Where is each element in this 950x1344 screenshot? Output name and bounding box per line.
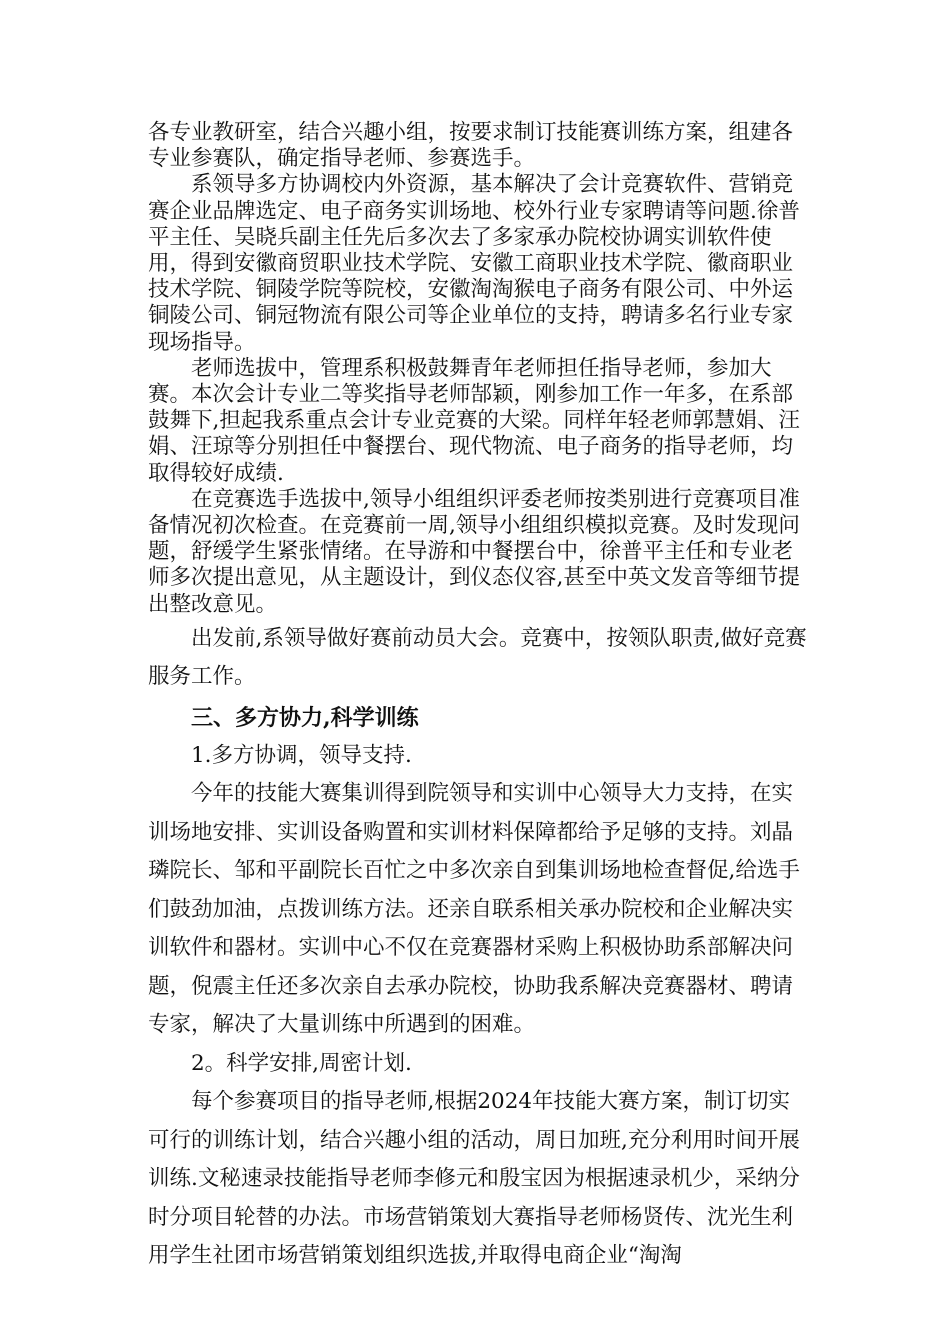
- document-page: [148, 120, 808, 1276]
- paragraph-5: 出发前,系领导做好赛前动员大会。竞赛中，按领队职责,做好竞赛服务工作。: [148, 625, 807, 690]
- subheading-1: 1.多方协调，领导支持.: [191, 742, 412, 768]
- section-heading-3: 三、多方协力,科学训练: [191, 704, 419, 731]
- paragraph-6: 今年的技能大赛集训得到院领导和实训中心领导大力支持，在实训场地安排、实训设备购置和实训材料保障都给予足够的支持。刘晶璘院长、邹和平副院长百忙之中多次亲自到集训场地检查督促,给选手们鼓劲加油，点拨训练方法。还亲自联系相关承办院校和企业解决实训软件和器材。实训中心不仅在竞赛器材采购上积极协助系部解决问题，倪震主任还多次亲自去承办院校，协助我系解决竞赛器材、聘请专家，解决了大量训练中所遇到的困难。: [148, 781, 800, 1038]
- paragraph-1: 各专业教研室，结合兴趣小组，按要求制订技能赛训练方案，组建各专业参赛队，确定指导老师、参赛选手。: [148, 120, 794, 172]
- paragraph-3: 老师选拔中，管理系积极鼓舞青年老师担任指导老师，参加大赛。本次会计专业二等奖指导老师郜颖，刚参加工作一年多，在系部鼓舞下,担起我系重点会计专业竞赛的大梁。同样年轻老师郭慧娟、汪娟、汪琼等分别担任中餐摆台、现代物流、电子商务的指导老师，均取得较好成绩.: [148, 355, 800, 486]
- paragraph-4: 在竞赛选手选拔中,领导小组组织评委老师按类别进行竞赛项目准备情况初次检查。在竞赛前一周,领导小组组织模拟竞赛。及时发现问题，舒缓学生紧张情绪。在导游和中餐摆台中，徐普平主任和专业老师多次提出意见，从主题设计，到仪态仪容,甚至中英文发音等细节提出整改意见。: [148, 486, 800, 617]
- subheading-2: 2。科学安排,周密计划.: [191, 1050, 412, 1076]
- paragraph-2: 系领导多方协调校内外资源，基本解决了会计竞赛软件、营销竞赛企业品牌选定、电子商务实训场地、校外行业专家聘请等问题.徐普平主任、吴晓兵副主任先后多次去了多家承办院校协调实训软件使用，得到安徽商贸职业技术学院、安徽工商职业技术学院、徽商职业技术学院、铜陵学院等院校，安徽淘淘猴电子商务有限公司、中外运铜陵公司、铜冠物流有限公司等企业单位的支持，聘请多名行业专家现场指导。: [148, 172, 800, 355]
- paragraph-7: 每个参赛项目的指导老师,根据2024年技能大赛方案，制订切实可行的训练计划，结合兴趣小组的活动，周日加班,充分利用时间开展训练.文秘速录技能指导老师李修元和殷宝因为根据速录机少，采纳分时分项目轮替的办法。市场营销策划大赛指导老师杨贤传、沈光生利用学生社团市场营销策划组织选拔,并取得电商企业“淘淘: [148, 1089, 800, 1269]
